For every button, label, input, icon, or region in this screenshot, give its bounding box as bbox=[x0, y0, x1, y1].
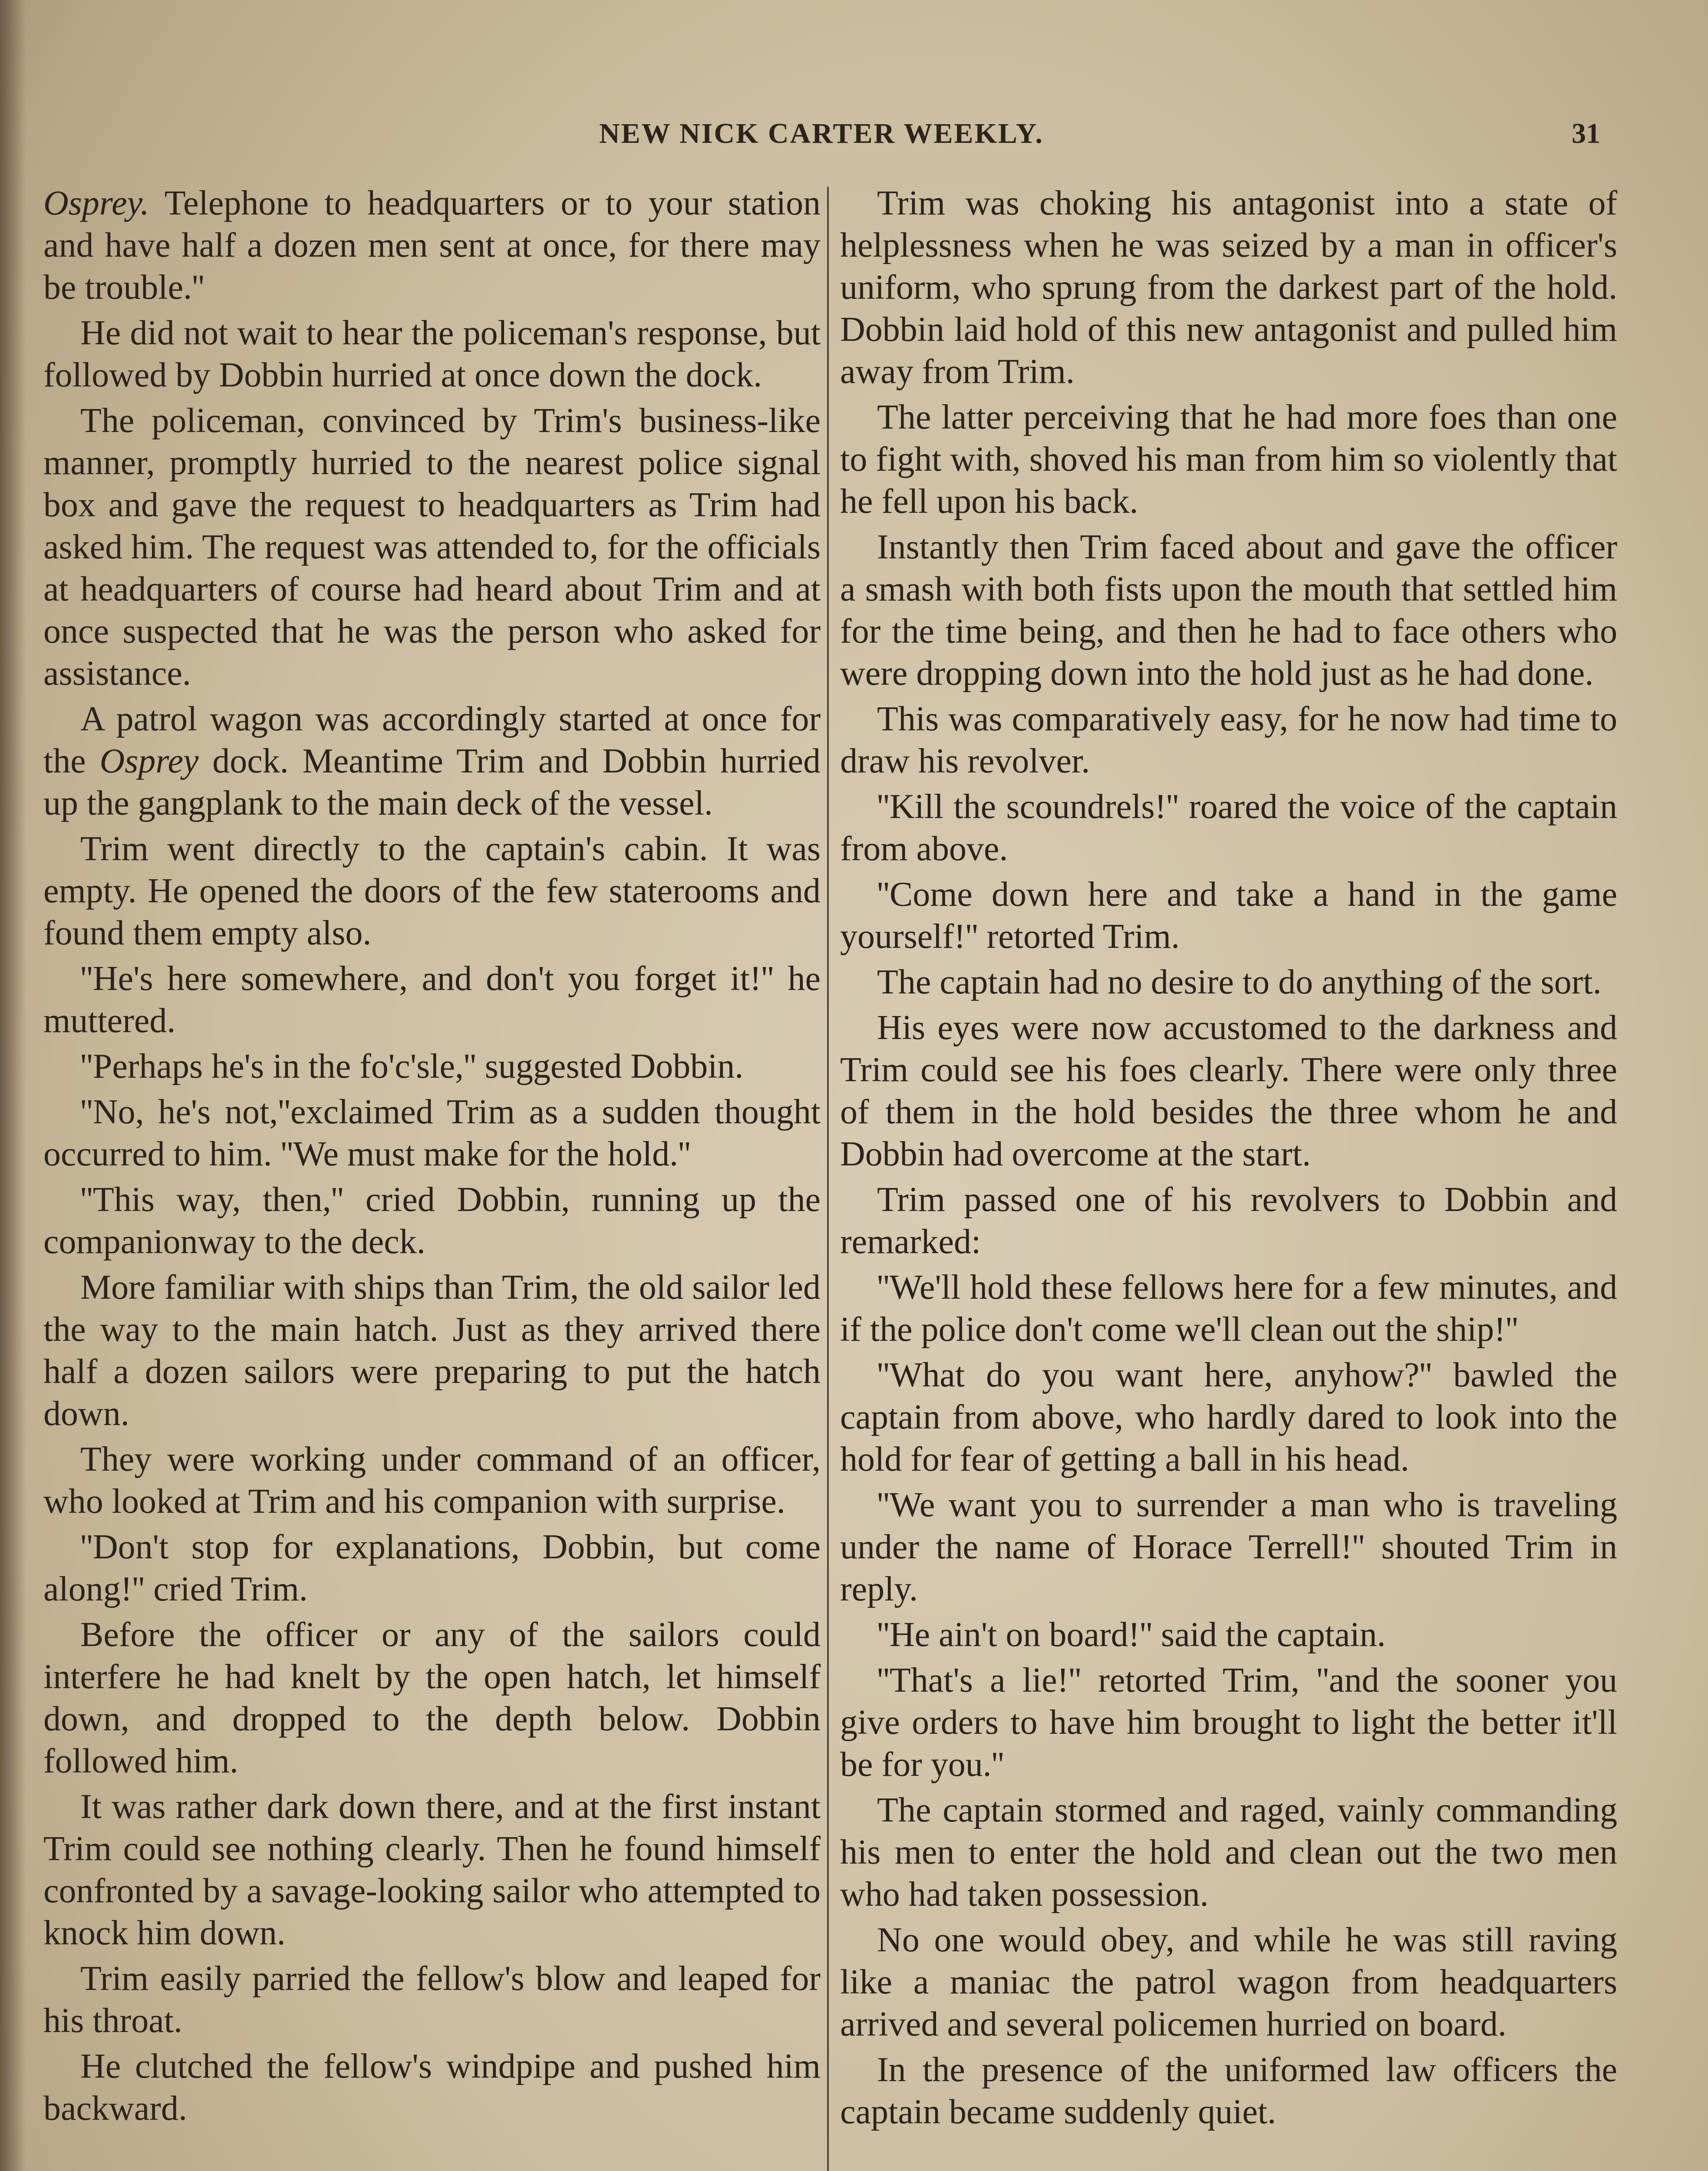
paragraph: He clutched the fellow's windpipe and pushed him backward. bbox=[43, 2047, 821, 2128]
paragraph: ''We'll hold these fellows here for a few minutes, and if the police don't come we'll clean out the ship!'' bbox=[840, 1268, 1617, 1349]
paragraph: No one would obey, and while he was still raving like a maniac the patrol wagon from headquarters arrived and several policemen hurried on board. bbox=[840, 1921, 1617, 2043]
paragraph-text: Telephone to headquarters or to your station and have half a dozen men sent at once, for there may be trouble.'' bbox=[43, 184, 821, 307]
paragraph: ''What do you want here, anyhow?'' bawled the captain from above, who hardly dared to look into the hold for fear of getting a ball in his head. bbox=[840, 1356, 1617, 1478]
ship-name: Osprey bbox=[99, 742, 199, 780]
paragraph: In the presence of the uniformed law officers the captain became suddenly quiet. bbox=[840, 2051, 1617, 2131]
paragraph: Trim was choking his antagonist into a state of helplessness when he was seized by a man in officer's uniform, who sprung from the darkest part of the hold. Dobbin laid hold of this new antagonist and pulled him away from Trim. bbox=[840, 184, 1617, 391]
paragraph: More familiar with ships than Trim, the old sailor led the way to the main hatch. Just as they arrived there half a dozen sailors were preparing to put the hatch down. bbox=[43, 1268, 821, 1433]
paragraph-text: A patrol wagon was accordingly started at once for the bbox=[43, 700, 821, 780]
right-column bbox=[840, 182, 1617, 2133]
ship-name: Osprey. bbox=[43, 184, 149, 222]
paragraph: ''We want you to surrender a man who is traveling under the name of Horace Terrell!'' shouted Trim in reply. bbox=[840, 1486, 1617, 1608]
paragraph: ''He ain't on board!'' said the captain. bbox=[877, 1616, 1386, 1654]
running-title: NEW NICK CARTER WEEKLY. bbox=[599, 118, 1044, 149]
paragraph: ''Kill the scoundrels!'' roared the voice of the captain from above. bbox=[840, 788, 1617, 868]
page-number: 31 bbox=[1572, 118, 1600, 149]
paragraph: It was rather dark down there, and at the first instant Trim could see nothing clearly. Then he found himself confronted by a savage-looking sailor who attempted to knock him down. bbox=[43, 1788, 821, 1952]
paragraph: Trim easily parried the fellow's blow and leaped for his throat. bbox=[43, 1960, 821, 2040]
paragraph: ''He's here somewhere, and don't you forget it!'' he muttered. bbox=[43, 960, 821, 1040]
paragraph: His eyes were now accustomed to the darkness and Trim could see his foes clearly. There were only three of them in the hold besides the three whom he and Dobbin had overcome at the start. bbox=[840, 1009, 1617, 1173]
paragraph: Before the officer or any of the sailors could interfere he had knelt by the open hatch, let himself down, and dropped to the depth below. Dobbin followed him. bbox=[43, 1616, 821, 1780]
paragraph: ''Don't stop for explanations, Dobbin, but come along!'' cried Trim. bbox=[43, 1528, 821, 1608]
paragraph: ''No, he's not,''exclaimed Trim as a sudden thought occurred to him. ''We must make for the hold.'' bbox=[43, 1093, 821, 1173]
paragraph: ''Perhaps he's in the fo'c'sle,'' suggested Dobbin. bbox=[80, 1047, 744, 1086]
page-header bbox=[0, 117, 1708, 165]
paragraph: The captain stormed and raged, vainly commanding his men to enter the hold and clean out the two men who had taken possession. bbox=[840, 1791, 1617, 1914]
paragraph bbox=[43, 182, 821, 309]
column-divider bbox=[827, 187, 829, 2171]
paragraph: The policeman, convinced by Trim's business-like manner, promptly hurried to the nearest police signal box and gave the request to headquarters as Trim had asked him. The request was attended to, for the officials at headquarters of course had heard about Trim and at once suspected that he was the person who asked for assistance. bbox=[43, 402, 821, 693]
paragraph: This was comparatively easy, for he now had time to draw his revolver. bbox=[840, 700, 1617, 780]
paragraph: ''This way, then,'' cried Dobbin, running up the companionway to the deck. bbox=[43, 1181, 821, 1261]
paragraph: They were working under command of an officer, who looked at Trim and his companion with surprise. bbox=[43, 1440, 821, 1521]
paragraph: He did not wait to hear the policeman's response, but followed by Dobbin hurried at once down the dock. bbox=[43, 314, 821, 394]
left-column bbox=[43, 182, 821, 2130]
paragraph: The captain had no desire to do anything of the sort. bbox=[877, 963, 1602, 1001]
page-edge-shadow bbox=[0, 0, 26, 2171]
paragraph-text: dock. Meantime Trim and Dobbin hurried up the gangplank to the main deck of the vessel. bbox=[43, 742, 821, 822]
paragraph: ''That's a lie!'' retorted Trim, ''and the sooner you give orders to have him brought to light the better it'll be for you.'' bbox=[840, 1661, 1617, 1784]
paragraph bbox=[43, 698, 821, 825]
paragraph: The latter perceiving that he had more foes than one to fight with, shoved his man from him so violently that he fell upon his back. bbox=[840, 398, 1617, 521]
paragraph: Trim went directly to the captain's cabin. It was empty. He opened the doors of the few staterooms and found them empty also. bbox=[43, 830, 821, 952]
paragraph: Trim passed one of his revolvers to Dobbin and remarked: bbox=[840, 1181, 1617, 1261]
paragraph: ''Come down here and take a hand in the game yourself!'' retorted Trim. bbox=[840, 875, 1617, 956]
paragraph: Instantly then Trim faced about and gave the officer a smash with both fists upon the mouth that settled him for the time being, and then he had to face others who were dropping down into the hold just as he had done. bbox=[840, 528, 1617, 693]
